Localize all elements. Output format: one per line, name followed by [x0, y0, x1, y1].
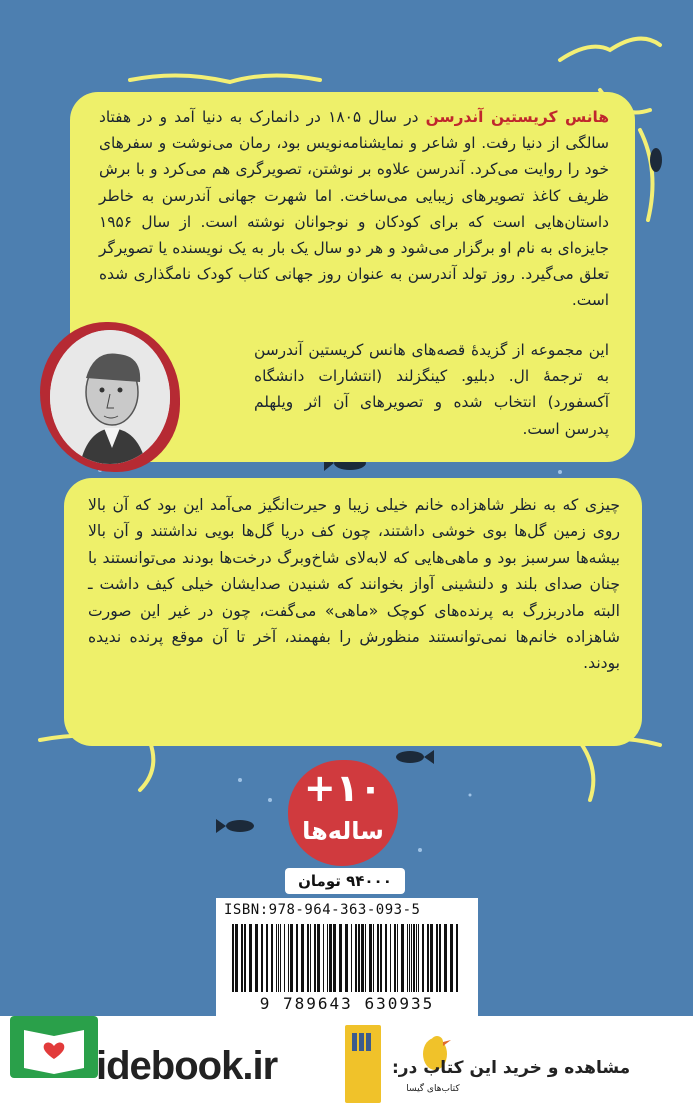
barcode-bar [444, 924, 447, 992]
barcode-bar [249, 924, 252, 992]
bookstore-site-link[interactable]: idebook.ir [96, 1044, 278, 1088]
barcode-bar [232, 924, 234, 992]
barcode-bar [365, 924, 366, 992]
publisher-logo-icon [345, 1025, 381, 1103]
barcode-bar [355, 924, 357, 992]
watermark-banner [0, 1016, 693, 1113]
isbn-text: ISBN:978-964-363-093-5 [224, 902, 421, 918]
barcode-bar [278, 924, 279, 992]
barcode-bar [314, 924, 316, 992]
story-excerpt: چیزی که به نظر شاهزاده خانم خیلی زیبا و حیرت‌انگیز می‌آمد این بود که آن بالا روی زمین گل‌ها بوی خوشی داشتند، چون کف دریا گل‌ها بویی نداشتند و آن بالا بیشه‌ها سرسبز بود و ماهی‌هایی که لابه‌لای شاخ‌وبرگ درخت‌ها بودند می‌توانستند با چنان صدای بلند و دلنشینی آواز بخوانند که شنیدن صدایشان خیلی کیف داشت ـ البته مادربزرگ به پرنده‌های کوچک «ماهی» می‌گفت، چون در غیر این صورت شاهزاده خانم‌ها نمی‌توانستند منظورش را بفهمند، آخر تا آن موقع پرنده ندیده بودند. [88, 496, 620, 673]
barcode-area [216, 898, 478, 1018]
barcode-bar [345, 924, 348, 992]
barcode-bar [422, 924, 424, 992]
barcode-bar [351, 924, 352, 992]
barcode-bar [235, 924, 238, 992]
barcode-bar [416, 924, 417, 992]
price-tag: ۹۴۰۰۰ تومان [285, 868, 405, 894]
barcode-bar [373, 924, 374, 992]
barcode-bar [280, 924, 281, 992]
barcode-bar [323, 924, 324, 992]
barcode-bar [409, 924, 410, 992]
barcode-bar [244, 924, 246, 992]
book-heart-icon [10, 1016, 98, 1078]
barcode-bar [439, 924, 441, 992]
age-rating-badge [288, 760, 398, 866]
barcode-bar [271, 924, 273, 992]
barcode-bar [327, 924, 328, 992]
barcode-bar [333, 924, 336, 992]
bio-paragraph [99, 104, 609, 314]
publisher-label: کتاب‌های گیسا [406, 1084, 460, 1094]
collection-note: این مجموعه از گزیدهٔ قصه‌های هانس کریستین آندرسن به ترجمهٔ ال. دبلیو. کینگزلند (انتشارات دانشگاه آکسفورد) انتخاب شده و تصویرهای آن اثر ویلهلم پدرسن است. [254, 341, 609, 438]
barcode-bar [310, 924, 311, 992]
barcode-digits: 9 789643 630935 [259, 994, 435, 1013]
barcode-bar [339, 924, 342, 992]
barcode-bar [411, 924, 412, 992]
barcode-bar [307, 924, 309, 992]
barcode-bar [418, 924, 419, 992]
barcode-bar [358, 924, 360, 992]
banner-caption: مشاهده و خرید این کتاب در: [392, 1058, 631, 1078]
age-label: ساله‌ها [302, 817, 384, 845]
barcode-bar [290, 924, 293, 992]
barcode-bar [284, 924, 285, 992]
age-number: +۱۰ [303, 766, 383, 810]
barcode-bar [380, 924, 382, 992]
barcode-icon [232, 924, 462, 992]
barcode-bar [436, 924, 438, 992]
barcode-bar [394, 924, 396, 992]
barcode-bar [266, 924, 268, 992]
barcode-bar [450, 924, 453, 992]
story-excerpt-panel [64, 478, 642, 746]
barcode-bar [397, 924, 398, 992]
barcode-bar [255, 924, 258, 992]
barcode-bar [288, 924, 289, 992]
barcode-bar [427, 924, 429, 992]
bookstore-logo-icon [10, 1016, 98, 1078]
barcode-bar [369, 924, 372, 992]
barcode-bar [385, 924, 387, 992]
barcode-bar [390, 924, 391, 992]
barcode-bar [301, 924, 304, 992]
barcode-bar [413, 924, 415, 992]
barcode-bar [401, 924, 404, 992]
barcode-bar [261, 924, 263, 992]
barcode-bar [296, 924, 298, 992]
barcode-bar [377, 924, 379, 992]
bio-text: در سال ۱۸۰۵ در دانمارک به دنیا آمد و در هفتاد سالگی از دنیا رفت. او شاعر و نمایشنامه‌نویس بود، رمان می‌نوشت و سفرهای خود را روایت می‌کرد. آندرسن علاوه بر نوشتن، تصویرگری هم می‌کرد و با برش ظریف کاغذ تصویرهای زیبایی می‌ساخت. اما شهرت جهانی آندرسن به خاطر داستان‌هایی است که برای کودکان و نوجوانان نوشته است. از سال ۱۹۵۶ جایزه‌ای به نام او برگزار می‌شود و هر دو سال یک بار به یک نویسنده یا تصویرگر تعلق می‌گیرد. روز تولد آندرسن به عنوان روز جهانی کتاب کودک نامگذاری شده است. [99, 108, 609, 310]
barcode-bar [361, 924, 364, 992]
barcode-bar [430, 924, 433, 992]
barcode-bar [317, 924, 320, 992]
author-name: هانس کریستین آندرسن [425, 108, 609, 126]
barcode-bar [241, 924, 243, 992]
barcode-bar [276, 924, 277, 992]
barcode-bar [329, 924, 332, 992]
barcode-bar [407, 924, 408, 992]
author-portrait-illustration [50, 330, 170, 464]
barcode-bar [456, 924, 458, 992]
